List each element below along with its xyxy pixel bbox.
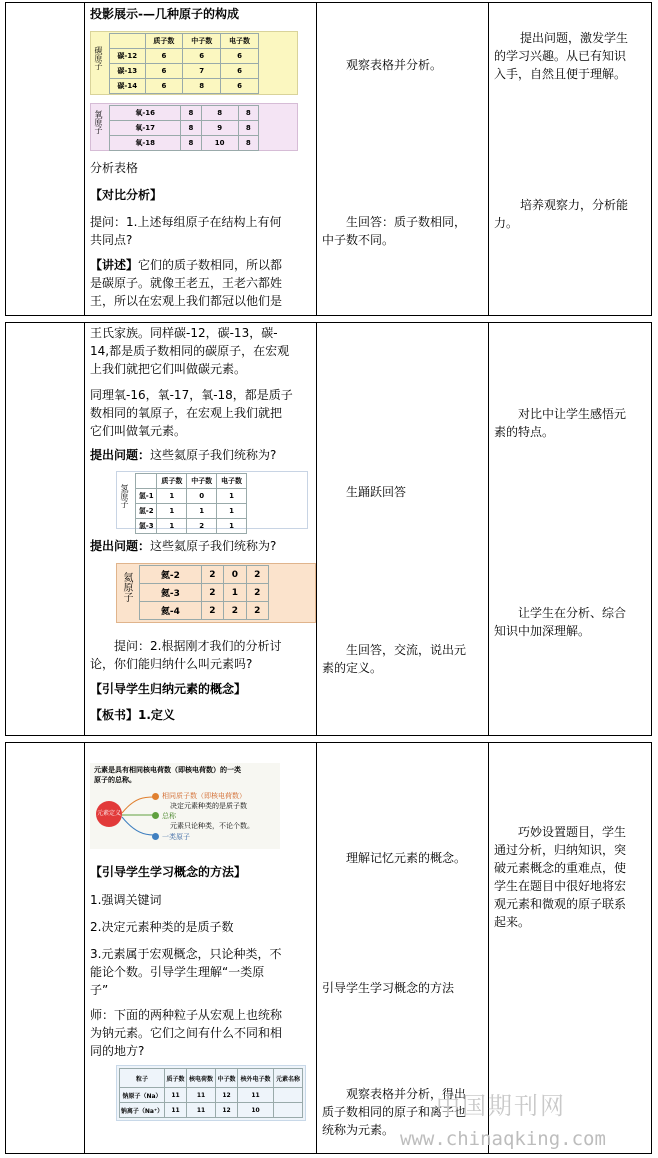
intent-5-line-f: 起来。 <box>494 915 531 929</box>
concept-center-circle: 元素定义 <box>96 801 122 827</box>
hydrogen-table: 质子数 中子数 电子数 氢-1 1 0 1 氢-2 1 1 1 氢-3 1 2 1 <box>135 473 247 534</box>
analyze-text: 分析表格 <box>90 161 139 175</box>
guide-heading: 【引导学生归纳元素的概念】 <box>90 682 247 696</box>
lesson-table-section-2 <box>5 322 652 736</box>
concept-line-2: 原子的总称。 <box>94 776 136 784</box>
carbon-group-label: 碳原子 <box>94 46 103 70</box>
column-divider <box>316 323 317 735</box>
student-observe-line-b: 质子数相同的原子和离子也 <box>322 1105 467 1119</box>
intent-4-line-a: 让学生在分析、综合 <box>518 606 627 620</box>
hydrogen-table-box <box>116 471 308 529</box>
intent-3-line-b: 素的特点。 <box>494 425 555 439</box>
watermark-cn: 中国期刊网 <box>436 1092 566 1120</box>
intent-1-line-b: 的学习兴趣。从已有知识 <box>494 49 627 63</box>
concept-branch-2: 总称 <box>162 812 176 820</box>
para-1-line-a: 王氏家族。同样碳-12，碳-13，碳- <box>90 326 278 340</box>
hydrogen-group-label: 氢原子 <box>120 484 129 508</box>
student-discuss-line-a: 生回答，交流，说出元 <box>346 643 467 657</box>
concept-branch-1: 相同质子数（即核电荷数） <box>162 792 246 800</box>
column-divider <box>316 743 317 1153</box>
student-observe-line-c: 统称为元素。 <box>322 1123 395 1137</box>
helium-table: 氦-2 2 0 2 氦-3 2 1 2 氦-4 2 2 2 <box>139 565 269 620</box>
ask-question-1: 提出问题：这些氦原子我们统称为? <box>90 448 277 462</box>
column-divider <box>84 743 85 1153</box>
student-answer-line-b: 中子数不同。 <box>322 233 395 247</box>
intent-2-line-b: 力。 <box>494 216 519 230</box>
step-3-line-a: 3.元素属于宏观概念，只论种类，不 <box>90 947 282 961</box>
student-activity-answer: 生踊跃回答 <box>346 485 407 499</box>
teacher-line-c: 同的地方? <box>90 1044 145 1058</box>
para-2-line-a: 同理氧-16，氧-17，氧-18，都是质子 <box>90 388 293 402</box>
intent-3-line-a: 对比中让学生感悟元 <box>518 407 627 421</box>
column-divider <box>316 3 317 315</box>
intent-5-line-d: 学生在题目中很好地将宏 <box>494 879 627 893</box>
teacher-line-a: 师：下面的两种粒子从宏观上也统称 <box>90 1008 283 1022</box>
student-activity-method: 引导学生学习概念的方法 <box>322 981 455 995</box>
para-2-line-c: 它们叫做氧元素。 <box>90 424 187 438</box>
student-discuss-line-b: 素的定义。 <box>322 661 383 675</box>
student-activity-memorize: 理解记忆元素的概念。 <box>346 851 467 865</box>
para-2-line-b: 数相同的氧原子，在宏观上我们就把 <box>90 406 283 420</box>
helium-group-label: 氦原子 <box>121 572 132 602</box>
teacher-line-b: 为钠元素。它们之间有什么不同和相 <box>90 1026 283 1040</box>
method-heading: 【引导学生学习概念的方法】 <box>90 865 247 879</box>
narration-line-b: 是碳原子。就像王老五，王老六都姓 <box>90 276 283 290</box>
intent-5-line-c: 破元素概念的重难点，使 <box>494 861 627 875</box>
watermark-url: www.chinaqking.com <box>400 1128 606 1150</box>
lesson-table-section-1 <box>5 2 652 316</box>
concept-branch-1-sub: 决定元素种类的是质子数 <box>170 802 247 810</box>
oxygen-table-box <box>90 103 298 151</box>
helium-table-box <box>116 563 316 623</box>
column-divider <box>488 3 489 315</box>
question-2-line-a: 提问：2.根据刚才我们的分析讨 <box>114 639 282 653</box>
step-3-line-c: 子” <box>90 983 109 997</box>
narration-line-a: 【讲述】它们的质子数相同，所以都 <box>90 258 283 272</box>
concept-bullet-icon <box>152 812 159 819</box>
question-2-line-b: 论，你们能归纳什么叫元素吗? <box>90 657 253 671</box>
oxygen-group-label: 氧原子 <box>94 110 103 134</box>
concept-bullet-icon <box>152 793 159 800</box>
intent-5-line-b: 通过分析，归纳知识，突 <box>494 843 627 857</box>
carbon-table-box <box>90 31 298 95</box>
carbon-table: 质子数 中子数 电子数 碳-12 6 6 6 碳-13 6 7 6 碳-14 6 8 6 <box>109 33 259 94</box>
student-answer-line-a: 生回答：质子数相同， <box>346 215 467 229</box>
intent-1-line-c: 入手，自然且便于理解。 <box>494 67 627 81</box>
intent-4-line-b: 知识中加深理解。 <box>494 624 591 638</box>
student-activity-observe: 观察表格并分析。 <box>346 58 443 72</box>
column-divider <box>84 323 85 735</box>
ask-question-2: 提出问题：这些氦原子我们统称为? <box>90 539 277 553</box>
step-1: 1.强调关键词 <box>90 893 162 907</box>
step-2: 2.决定元素种类的是质子数 <box>90 920 234 934</box>
column-divider <box>488 323 489 735</box>
intent-5-line-e: 观元素和微观的原子联系 <box>494 897 627 911</box>
question-1-line-b: 共同点? <box>90 233 133 247</box>
board-heading: 【板书】1.定义 <box>90 708 175 722</box>
element-concept-diagram <box>90 763 280 849</box>
step-3-line-b: 能论个数。引导学生理解“一类原 <box>90 965 265 979</box>
intent-5-line-a: 巧妙设置题目，学生 <box>518 825 627 839</box>
narration-line-c: 王，所以在宏观上我们都冠以他们是 <box>90 294 283 308</box>
contrast-heading: 【对比分析】 <box>90 188 163 202</box>
oxygen-table: 氧-16 8 8 8 氧-17 8 9 8 氧-18 8 10 8 <box>109 105 259 151</box>
intent-2-line-a: 培养观察力，分析能 <box>520 198 629 212</box>
question-1-line-a: 提问：1.上述每组原子在结构上有何 <box>90 215 282 229</box>
concept-branch-2-sub: 元素只论种类，不论个数。 <box>170 822 254 830</box>
para-1-line-b: 14,都是质子数相同的碳原子，在宏观 <box>90 344 290 358</box>
sodium-table-box <box>116 1065 306 1121</box>
sodium-table: 粒子 质子数 核电荷数 中子数 核外电子数 元素名称 钠原子（Na） 11 11 12 11 钠离子（Na⁺） 11 11 12 10 <box>119 1068 303 1118</box>
concept-line-1: 元素是具有相同核电荷数（即核电荷数）的一类 <box>94 766 241 774</box>
concept-branch-3: 一类原子 <box>162 833 190 841</box>
para-1-line-c: 上我们就把它们叫做碳元素。 <box>90 362 247 376</box>
column-divider <box>84 3 85 315</box>
student-observe-line-a: 观察表格并分析，得出 <box>346 1087 467 1101</box>
concept-bullet-icon <box>152 833 159 840</box>
projection-heading: 投影展示-—几种原子的构成 <box>90 7 239 21</box>
intent-1-line-a: 提出问题，激发学生 <box>520 31 629 45</box>
